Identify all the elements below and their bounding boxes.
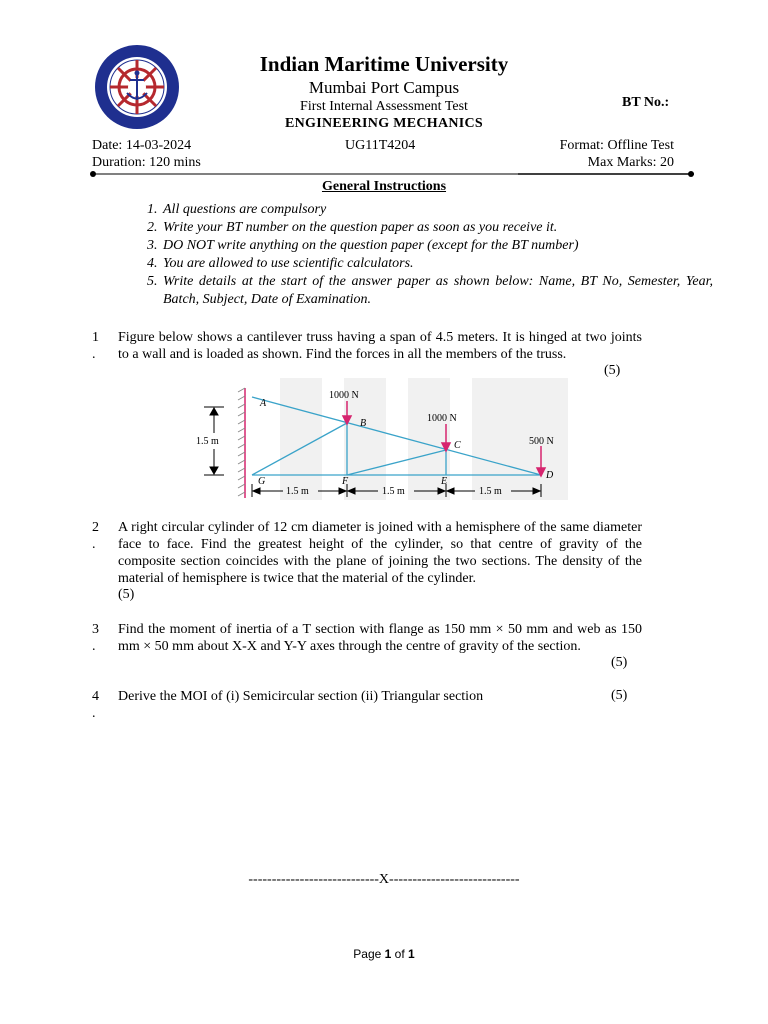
campus-name: Mumbai Port Campus (308, 78, 460, 97)
load-label-b: 1000 N (329, 390, 359, 401)
question-number: 4 . (92, 689, 99, 721)
course-code: UG11T4204 (345, 138, 416, 153)
question-number: 1 . (92, 330, 99, 362)
question-3-marks: (5) (611, 655, 628, 670)
joint-b-label: B (360, 418, 367, 429)
load-label-d: 500 N (529, 436, 554, 447)
joint-a-label: A (260, 398, 267, 409)
max-marks: Max Marks: 20 (587, 155, 674, 170)
instruction-item: 2. Write your BT number on the question paper as soon as you receive it. (161, 219, 713, 237)
joint-c-label: C (454, 440, 461, 451)
joint-e-label: E (441, 476, 448, 487)
instruction-item: 1. All questions are compulsory (161, 201, 713, 219)
instructions-heading: General Instructions (321, 179, 447, 194)
question-1-text: Figure below shows a cantilever truss having a span of 4.5 meters. It is hinged at two joints to a wall and is loaded as shown. Find the forces in all the members of the truss. (118, 330, 642, 362)
span-2-label: 1.5 m (382, 486, 405, 497)
question-2-marks: (5) (118, 587, 135, 602)
subject-name: ENGINEERING MECHANICS (284, 116, 484, 131)
instruction-item: 4. You are allowed to use scientific calculators. (161, 255, 713, 273)
exam-date: Date: 14-03-2024 (92, 138, 192, 153)
instruction-item: 3. DO NOT write anything on the question paper (except for the BT number) (161, 237, 713, 255)
truss-diagram (194, 378, 574, 504)
height-label: 1.5 m (196, 436, 219, 447)
exam-format: Format: Offline Test (559, 138, 674, 153)
end-of-paper-mark: ----------------------------X---------------------------- (248, 872, 520, 887)
question-number: 2 . (92, 520, 99, 552)
question-3-text: Find the moment of inertia of a T section with flange as 150 mm × 50 mm and web as 150 mm × 50 mm about X-X and Y-Y axes through the centre of gravity of the section. (118, 622, 642, 654)
exam-duration: Duration: 120 mins (92, 155, 201, 170)
span-3-label: 1.5 m (479, 486, 502, 497)
instruction-item: 5. Write details at the start of the answer paper as shown below: Name, BT No, Semester, Year, Batch, Subject, Date of Examination. (161, 273, 713, 309)
university-name: Indian Maritime University (259, 52, 509, 76)
question-4-marks: (5) (611, 688, 628, 703)
load-label-c: 1000 N (427, 413, 457, 424)
question-number: 3 . (92, 622, 99, 654)
test-name: First Internal Assessment Test (300, 99, 468, 114)
joint-f-label: F (342, 476, 349, 487)
watermark (280, 378, 568, 500)
instructions-list (118, 201, 713, 309)
joint-g-label: G (258, 476, 266, 487)
page-number: Page 1 of 1 (353, 947, 415, 961)
question-1-marks: (5) (604, 363, 621, 378)
wall-hatching (238, 388, 245, 498)
bt-no-label: BT No.: (622, 95, 670, 110)
joint-d-label: D (546, 470, 554, 481)
span-1-label: 1.5 m (286, 486, 309, 497)
question-4-text: Derive the MOI of (i) Semicircular section (ii) Triangular section (118, 689, 484, 704)
question-2-text: A right circular cylinder of 12 cm diameter is joined with a hemisphere of the same diameter face to face. Find the greatest height of the cylinder, so that centre of gravity of the composite section coincides with the plane of joining the two sections. The density of the material of hemisphere is twice that the material of the cylinder. (118, 520, 642, 586)
